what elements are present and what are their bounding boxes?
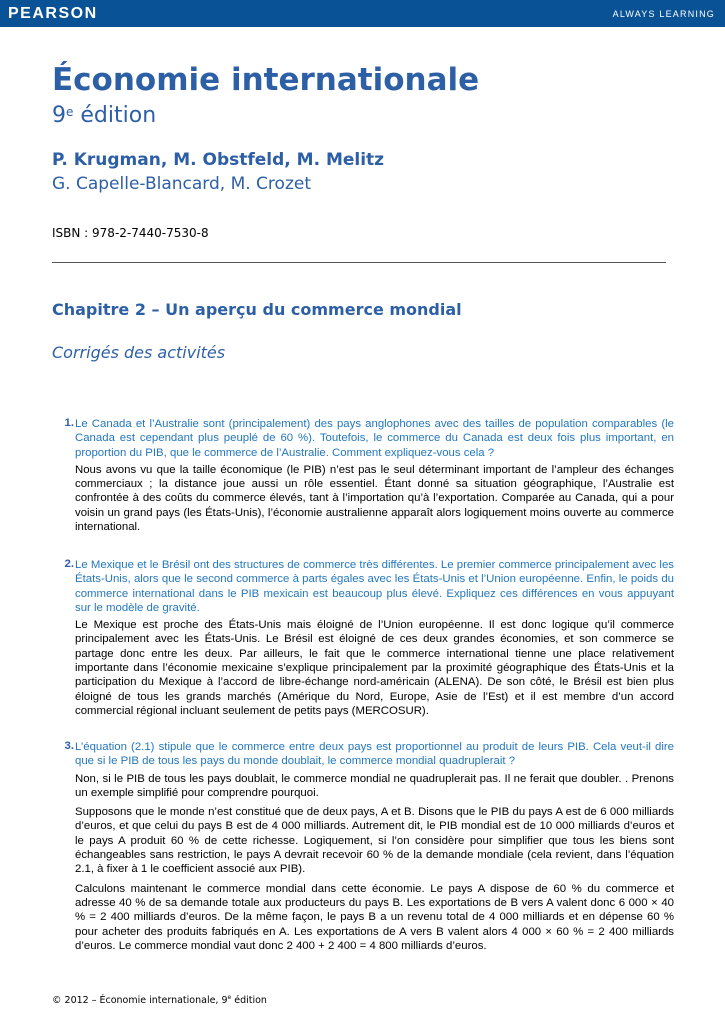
book-edition [52, 103, 156, 128]
footer-text: © 2012 – Économie internationale, 9 [52, 995, 228, 1007]
divider [52, 262, 666, 263]
header-bar [0, 0, 725, 27]
authors-main: P. Krugman, M. Obstfeld, M. Melitz [52, 150, 385, 170]
answer-paragraph: Nous avons vu que la taille économique (le PIB) n’est pas le seul déterminant important de l’ampleur des échanges commerciaux ; la distance joue aussi un rôle essentiel. Étant donné sa situation géographique, l’Australie est confrontée à des coûts du commerce élevés, tant à l’importation qu’à l’exportation. Comparée au Canada, qui a pour voisin un grand pays (les États-Unis), l’économie australienne apparaît alors logiquement moins ouverte au commerce international. [75, 463, 674, 534]
answer-paragraph: Non, si le PIB de tous les pays doublait, le commerce mondial ne quadruplerait pas. Il ne ferait que doubler. . Prenons un exemple simplifié pour comprendre pourquoi. [75, 772, 674, 799]
question-3 [52, 740, 674, 953]
edition-sup: e [66, 105, 74, 119]
question-text: Le Mexique et le Brésil ont des structures de commerce très différentes. Le premier commerce principalement avec les États-Unis, alors que le second commerce à parts égales avec les États-Unis et l’Union européenne. Enfin, le poids du commerce international dans le PIB mexicain est beaucoup plus élevé. Expliquez ces différences en vous appuyant sur le modèle de gravité. [75, 559, 674, 614]
footer-sup: e [227, 994, 232, 1001]
book-title: Économie internationale [52, 62, 480, 98]
question-number: 3. [64, 740, 74, 752]
question-number: 2. [64, 558, 74, 570]
question-text: Le Canada et l’Australie sont (principalement) des pays anglophones avec des tailles de population comparables (le Canada est cependant plus peuplé de 60 %). Toutefois, le commerce du Canada est deux fois plus important, en proportion du PIB, que le commerce de l’Australie. Comment expliquez-vous cela ? [75, 418, 674, 459]
edition-number: 9 [52, 103, 66, 128]
chapter-subtitle: Corrigés des activités [52, 343, 226, 362]
tagline: ALWAYS LEARNING [612, 9, 715, 19]
question-number: 1. [64, 417, 74, 429]
answer-paragraph: Calculons maintenant le commerce mondial dans cette économie. Le pays A dispose de 60 % du commerce et adresse 40 % de sa demande totale aux producteurs du pays B. Les exportations de B vers A valent donc 6 000 × 40 % = 2 400 milliards d’euros. De la même façon, le pays B a un revenu total de 4 000 milliards et en dépense 60 % pour acheter des produits fabriqués en A. Les exportations de A vers B valent alors 4 000 × 60 % = 2 400 milliards d’euros. Le commerce mondial vaut donc 2 400 + 2 400 = 4 800 milliards d’euros. [75, 882, 674, 952]
isbn: ISBN : 978-2-7440-7530-8 [52, 226, 209, 240]
chapter-title: Chapitre 2 – Un aperçu du commerce mondial [52, 300, 462, 319]
authors-adaptation: G. Capelle-Blancard, M. Crozet [52, 174, 311, 194]
question-text: L’équation (2.1) stipule que le commerce entre deux pays est proportionnel au produit de leurs PIB. Cela veut-il dire que si le PIB de tous les pays du monde doublait, le commerce mondial quadruplerait ? [75, 741, 674, 768]
footer-suffix: édition [231, 995, 267, 1007]
answer-paragraph: Le Mexique est proche des États-Unis mais éloigné de l’Union européenne. Il est donc logique qu’il commerce principalement avec les États-Unis. Le Brésil est éloigné de ces deux grandes économies, et son commerce se partage donc entre les deux. Par ailleurs, le fait que le commerce international tienne une place relativement importante dans l’économie mexicaine s’explique principalement par la proximité géographique des États-Unis et la participation du Mexique à l’accord de libre-échange nord-américain (ALENA). De son côté, le Brésil est bien plus éloigné de tous les grands marchés (Amérique du Nord, Europe, Asie de l’Est) et il est membre d’un accord commercial régional incluant seulement de petits pays (MERCOSUR). [75, 619, 674, 717]
page-footer [52, 994, 267, 1006]
question-1 [52, 417, 674, 534]
question-2 [52, 558, 674, 718]
pearson-logo: PEARSON [8, 5, 98, 22]
edition-word: édition [73, 103, 157, 128]
answer-paragraph: Supposons que le monde n’est constitué que de deux pays, A et B. Disons que le PIB du pays A est de 6 000 milliards d’euros, et que celui du pays B est de 4 000 milliards. Autrement dit, le PIB mondial est de 10 000 milliards d’euros et le pays A produit 60 % de cette richesse. Logiquement, si l’on considère pour simplifier que tous les biens sont échangeables sans restriction, le pays A devrait recevoir 60 % de la demande mondiale (cela revient, dans l’équation 2.1, à fixer à 1 le coefficient associé aux PIB). [75, 806, 674, 876]
